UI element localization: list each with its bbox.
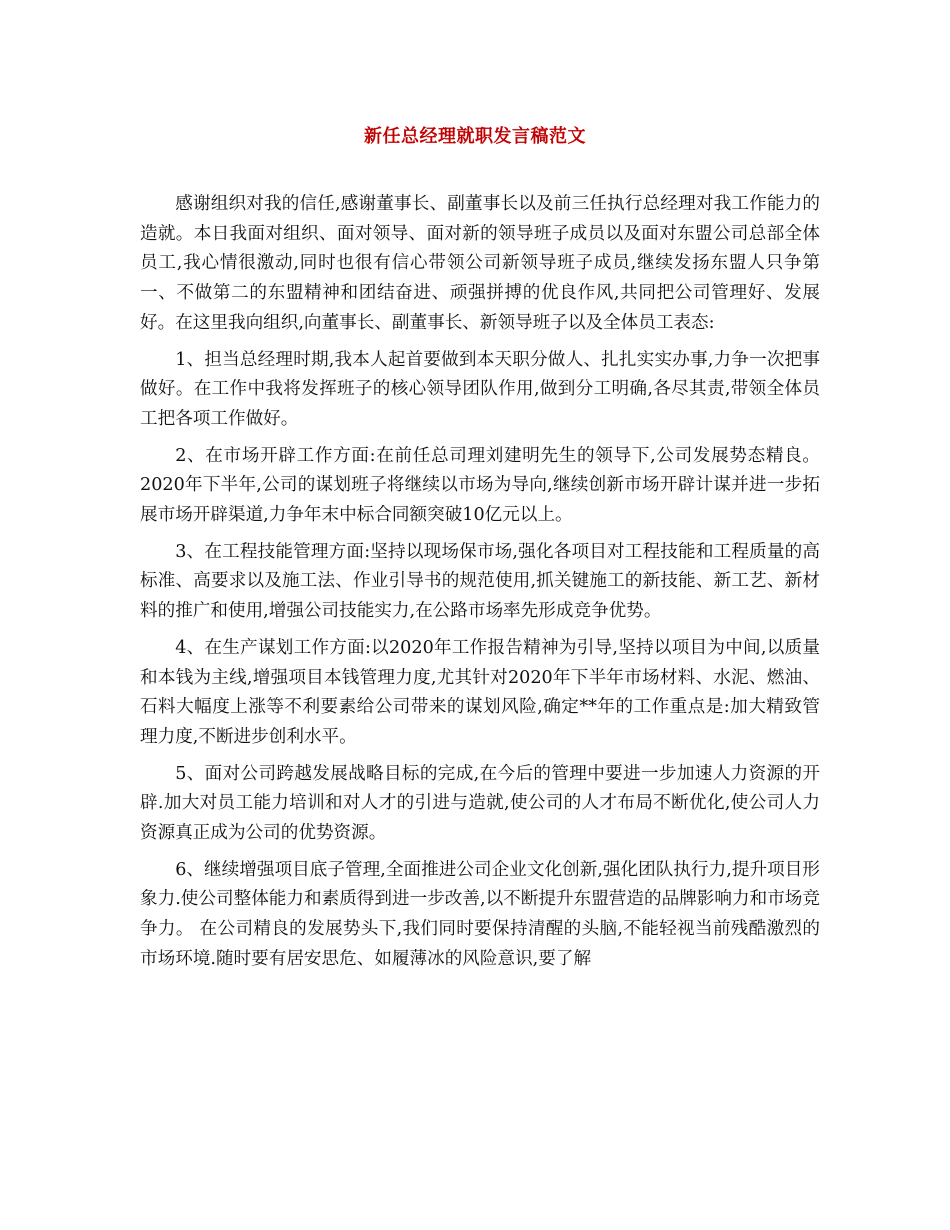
- paragraph-item-1: 1、担当总经理时期,我本人起首要做到本天职分做人、扎扎实实办事,力争一次把事做好。在工作中我将发挥班子的核心领导团队作用,做到分工明确,各尽其责,带领全体员工把各项工作做好。: [140, 349, 820, 429]
- paragraph-intro: 感谢组织对我的信任,感谢董事长、副董事长以及前三任执行总经理对我工作能力的造就。本日我面对组织、面对领导、面对新的领导班子成员以及面对东盟公司总部全体员工,我心情很激动,同时也很有信心带领公司新领导班子成员,继续发扬东盟人只争第一、不做第二的东盟精神和团结奋进、顽强拼搏的优良作风,共同把公司管理好、发展好。在这里我向组织,向董事长、副董事长、新领导班子以及全体员工表态:: [140, 194, 820, 333]
- document-body: [140, 190, 820, 982]
- paragraph-item-4: 4、在生产谋划工作方面:以2020年工作报告精神为引导,坚持以项目为中间,以质量和本钱为主线,增强项目本钱管理力度,尤其针对2020年下半年市场材料、水泥、燃油、石料大幅度上涨等不利要素给公司带来的谋划风险,确定**年的工作重点是:加大精致管理力度,不断进步创利水平。: [140, 637, 820, 747]
- paragraph-item-6: 6、继续增强项目底子管理,全面推进公司企业文化创新,强化团队执行力,提升项目形象力.使公司整体能力和素质得到进一步改善,以不断提升东盟营造的品牌影响力和市场竞争力。 在公司精良的发展势头下,我们同时要保持清醒的头脑,不能轻视当前残酷激烈的市场环境.随时要有居安思危、如履薄冰的风险意识,要了解: [140, 859, 820, 969]
- paragraph-item-2: 2、在市场开辟工作方面:在前任总司理刘建明先生的领导下,公司发展势态精良。2020年下半年,公司的谋划班子将继续以市场为导向,继续创新市场开辟计谋并进一步拓展市场开辟渠道,力争年末中标合同额突破10亿元以上。: [140, 445, 820, 526]
- paragraph-item-5: 5、面对公司跨越发展战略目标的完成,在今后的管理中要进一步加速人力资源的开辟.加大对员工能力培训和对人才的引进与造就,使公司的人才布局不断优化,使公司人力资源真正成为公司的优势资源。: [140, 763, 820, 844]
- paragraph-item-3: 3、在工程技能管理方面:坚持以现场保市场,强化各项目对工程技能和工程质量的高标准、高要求以及施工法、作业引导书的规范使用,抓关键施工的新技能、新工艺、新材料的推广和使用,增强公司技能实力,在公路市场率先形成竞争优势。: [140, 541, 820, 622]
- document-title: 新任总经理就职发言稿范文: [364, 126, 586, 147]
